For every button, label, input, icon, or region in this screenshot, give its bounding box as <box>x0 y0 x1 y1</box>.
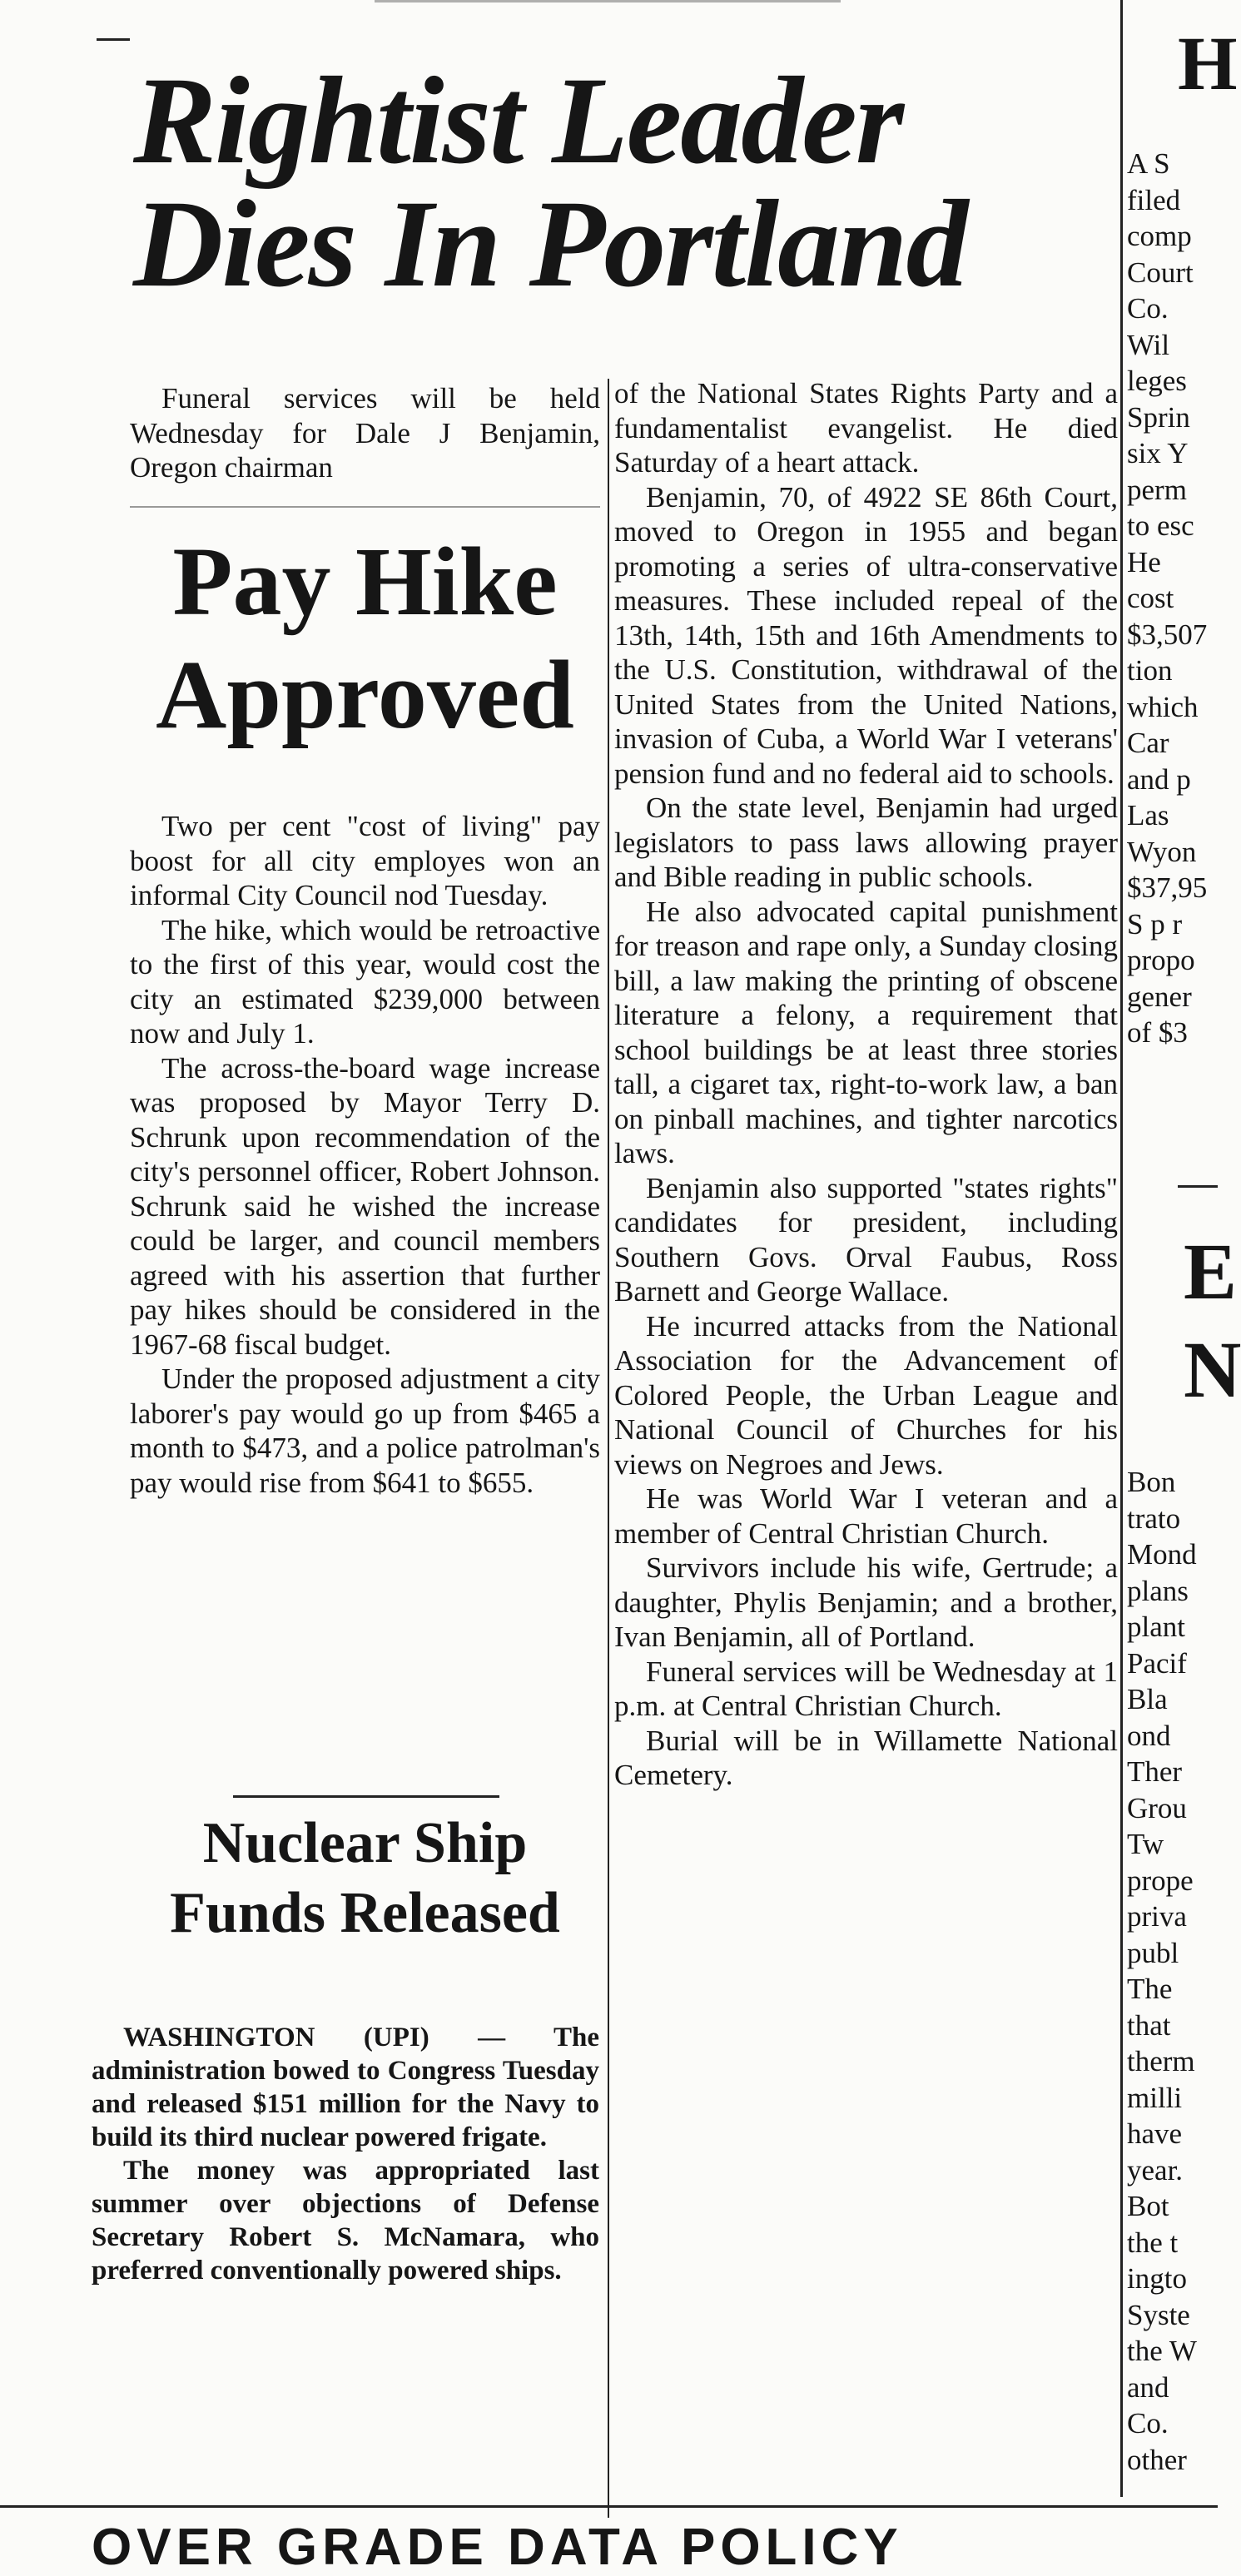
fragment-line: which <box>1127 690 1199 723</box>
fragment-line: therm <box>1127 2045 1195 2077</box>
fragment-line: Las <box>1127 799 1169 831</box>
right-headline-mid-line-2: N <box>1184 1325 1241 1414</box>
fragment-line: Tw <box>1127 1828 1164 1860</box>
fragment-line: perm <box>1127 473 1187 506</box>
pay-hike-paragraph: Under the proposed adjustment a city laborer's pay would go up from $465 a month to $473, and a police patrolman's pay would rise from $641 to $655. <box>130 1362 600 1499</box>
fragment-line: Bla <box>1127 1683 1168 1715</box>
main-story-paragraph: Funeral services will be held Wednesday for Dale J Benjamin, Oregon chairman <box>130 382 600 484</box>
fragment-line: and <box>1127 2370 1169 2404</box>
top-page-fragment <box>375 0 841 2</box>
right-column-headline-mid <box>1184 1227 1241 1428</box>
fragment-line: prope <box>1127 1864 1194 1897</box>
pay-hike-paragraph: Two per cent "cost of living" pay boost for all city employes won an informal City Council nod Tuesday. <box>130 810 600 911</box>
fragment-line: priva <box>1127 1900 1187 1933</box>
fragment-line: plant <box>1127 1611 1185 1643</box>
fragment-line: Co. <box>1127 2407 1169 2440</box>
main-story-paragraph: He was World War I veteran and a member of Central Christian Church. <box>614 1482 1118 1550</box>
column-rule-middle <box>608 379 609 2518</box>
fragment-line: the W <box>1127 2335 1197 2367</box>
main-story-paragraph: Benjamin, 70, of 4922 SE 86th Court, moved to Oregon in 1955 and began promoting a series of ultra-conservative measures. These included repeal of the 13th, 14th, 15th and 16th Amendments to the U.S. Constitution, withdrawal of the United States from the United Nations, invasion of Cuba, a World War I veterans' pension fund and no federal aid to schools. <box>614 480 1118 790</box>
fragment-line: leges <box>1127 365 1187 397</box>
fragment-line: tion <box>1127 654 1173 687</box>
fragment-line: Wil <box>1127 328 1170 361</box>
main-headline-line-2: Dies In Portland <box>133 175 967 313</box>
right-headline-mid-line-1: E <box>1184 1227 1238 1316</box>
fragment-line: Grou <box>1127 1791 1187 1824</box>
fragment-line: Bon <box>1127 1466 1176 1498</box>
fragment-line: plans <box>1127 1574 1189 1607</box>
main-headline <box>133 52 1115 313</box>
main-story-paragraph: On the state level, Benjamin had urged legislators to pass laws allowing prayer and Bible reading in public schools. <box>614 792 1118 893</box>
nuclear-ship-headline-line-2: Funds Released <box>170 1881 560 1945</box>
fragment-line: filed <box>1127 183 1181 216</box>
main-headline-line-1: Rightist Leader <box>133 52 903 190</box>
fragment-line: cost <box>1127 582 1174 614</box>
fragment-line: A S <box>1127 147 1170 180</box>
fragment-line: and p <box>1127 762 1191 796</box>
fragment-line: gener <box>1127 980 1192 1013</box>
fragment-line: milli <box>1127 2081 1183 2114</box>
nuclear-ship-headline <box>130 1811 600 1954</box>
main-story-column-2 <box>614 376 1118 1793</box>
bottom-headline: OVER GRADE DATA POLICY <box>92 2519 903 2576</box>
pay-hike-headline-line-2: Approved <box>156 640 574 749</box>
right-column-text-bottom <box>1127 1465 1218 2479</box>
main-story-paragraph: Survivors include his wife, Gertrude; a daughter, Phylis Benjamin; and a brother, Ivan Benjamin, all of Portland. <box>614 1551 1118 1653</box>
fragment-line: Ther <box>1127 1755 1183 1788</box>
pay-hike-body <box>130 809 600 1500</box>
fragment-line: the t <box>1127 2226 1179 2259</box>
fragment-line: Sprin <box>1127 400 1190 434</box>
main-story-paragraph: He incurred attacks from the National Association for the Advancement of Colored People, the Urban League and National Council of Churches for his views on Negroes and Jews. <box>614 1309 1118 1481</box>
pay-hike-paragraph: The across-the-board wage increase was proposed by Mayor Terry D. Schrunk upon recommendation of the city's personnel officer, Robert Johnson. Schrunk said he wished the increase could be larger, and council members agreed with his assertion that further pay hikes should be considered in the 1967-68 fiscal budget. <box>130 1051 600 1361</box>
fragment-line: He <box>1127 545 1161 578</box>
pay-hike-headline-line-1: Pay Hike <box>172 527 558 636</box>
fragment-line: Pacif <box>1127 1646 1187 1680</box>
bottom-rule <box>0 2505 1218 2508</box>
fragment-line: six Y <box>1127 437 1189 469</box>
fragment-line: $37,95 <box>1127 871 1208 904</box>
fragment-line: comp <box>1127 220 1192 252</box>
fragment-line: have <box>1127 2117 1183 2150</box>
fragment-line: Syste <box>1127 2298 1190 2331</box>
fragment-line: year. <box>1127 2153 1184 2186</box>
pay-hike-headline <box>130 527 600 759</box>
fragment-line: Co. <box>1127 292 1169 325</box>
fragment-line: Bot <box>1127 2190 1169 2222</box>
nuclear-ship-paragraph: WASHINGTON (UPI) — The administration bowed to Congress Tuesday and released $151 million for the Navy to build its third nuclear powered frigate. <box>92 2023 599 2152</box>
main-story-column-1 <box>130 381 600 485</box>
right-column-headline-top: H <box>1178 21 1238 106</box>
fragment-line: ingto <box>1127 2262 1187 2295</box>
nuclear-ship-paragraph: The money was appropriated last summer over objections of Defense Secretary Robert S. McNamara, who preferred conventionally powered ships. <box>92 2156 599 2286</box>
nuclear-ship-body <box>92 2021 599 2287</box>
fragment-line: trato <box>1127 1501 1181 1535</box>
fragment-line: Court <box>1127 256 1194 289</box>
fragment-line: The <box>1127 1973 1173 2005</box>
fragment-line: $3,507 <box>1127 618 1208 651</box>
bottom-headline-cropped <box>92 2519 1132 2576</box>
right-column-text-top <box>1127 146 1218 1052</box>
fragment-line: Car <box>1127 727 1169 759</box>
main-story-paragraph: He also advocated capital punishment for treason and rape only, a Sunday closing bill, a law making the printing of obscene literature a felony, a requirement that school buildings be at least three stories tall, a cigaret tax, right-to-work law, a ban on pinball machines, and tighter narcotics laws. <box>614 895 1118 1169</box>
pay-hike-paragraph: The hike, which would be retroactive to the first of this year, would cost the city an estimated $239,000 between now and July 1. <box>130 913 600 1050</box>
story-divider <box>233 1795 499 1798</box>
fragment-line: Wyon <box>1127 835 1197 868</box>
section-divider <box>130 506 600 508</box>
fragment-line: other <box>1127 2443 1187 2476</box>
main-story-paragraph: of the National States Rights Party and a fundamentalist evangelist. He died Saturday of a heart attack. <box>614 377 1118 479</box>
top-rule-fragment <box>97 38 130 41</box>
main-story-paragraph: Funeral services will be Wednesday at 1 p.m. at Central Christian Church. <box>614 1655 1118 1722</box>
fragment-line: ond <box>1127 1719 1171 1752</box>
column-rule-right <box>1120 0 1123 2497</box>
fragment-line: to esc <box>1127 509 1194 542</box>
nuclear-ship-headline-line-1: Nuclear Ship <box>202 1811 528 1875</box>
fragment-line: that <box>1127 2008 1171 2042</box>
fragment-line: publ <box>1127 1936 1179 1969</box>
fragment-line: S p r <box>1127 907 1183 941</box>
fragment-line: Mond <box>1127 1538 1197 1571</box>
fragment-line: propo <box>1127 944 1195 976</box>
fragment-line: of $3 <box>1127 1016 1188 1049</box>
right-column-divider <box>1178 1185 1218 1188</box>
main-story-paragraph: Benjamin also supported "states rights" candidates for president, including Southern Govs. Orval Faubus, Ross Barnett and George Wallace. <box>614 1171 1118 1308</box>
main-story-paragraph: Burial will be in Willamette National Cemetery. <box>614 1724 1118 1791</box>
